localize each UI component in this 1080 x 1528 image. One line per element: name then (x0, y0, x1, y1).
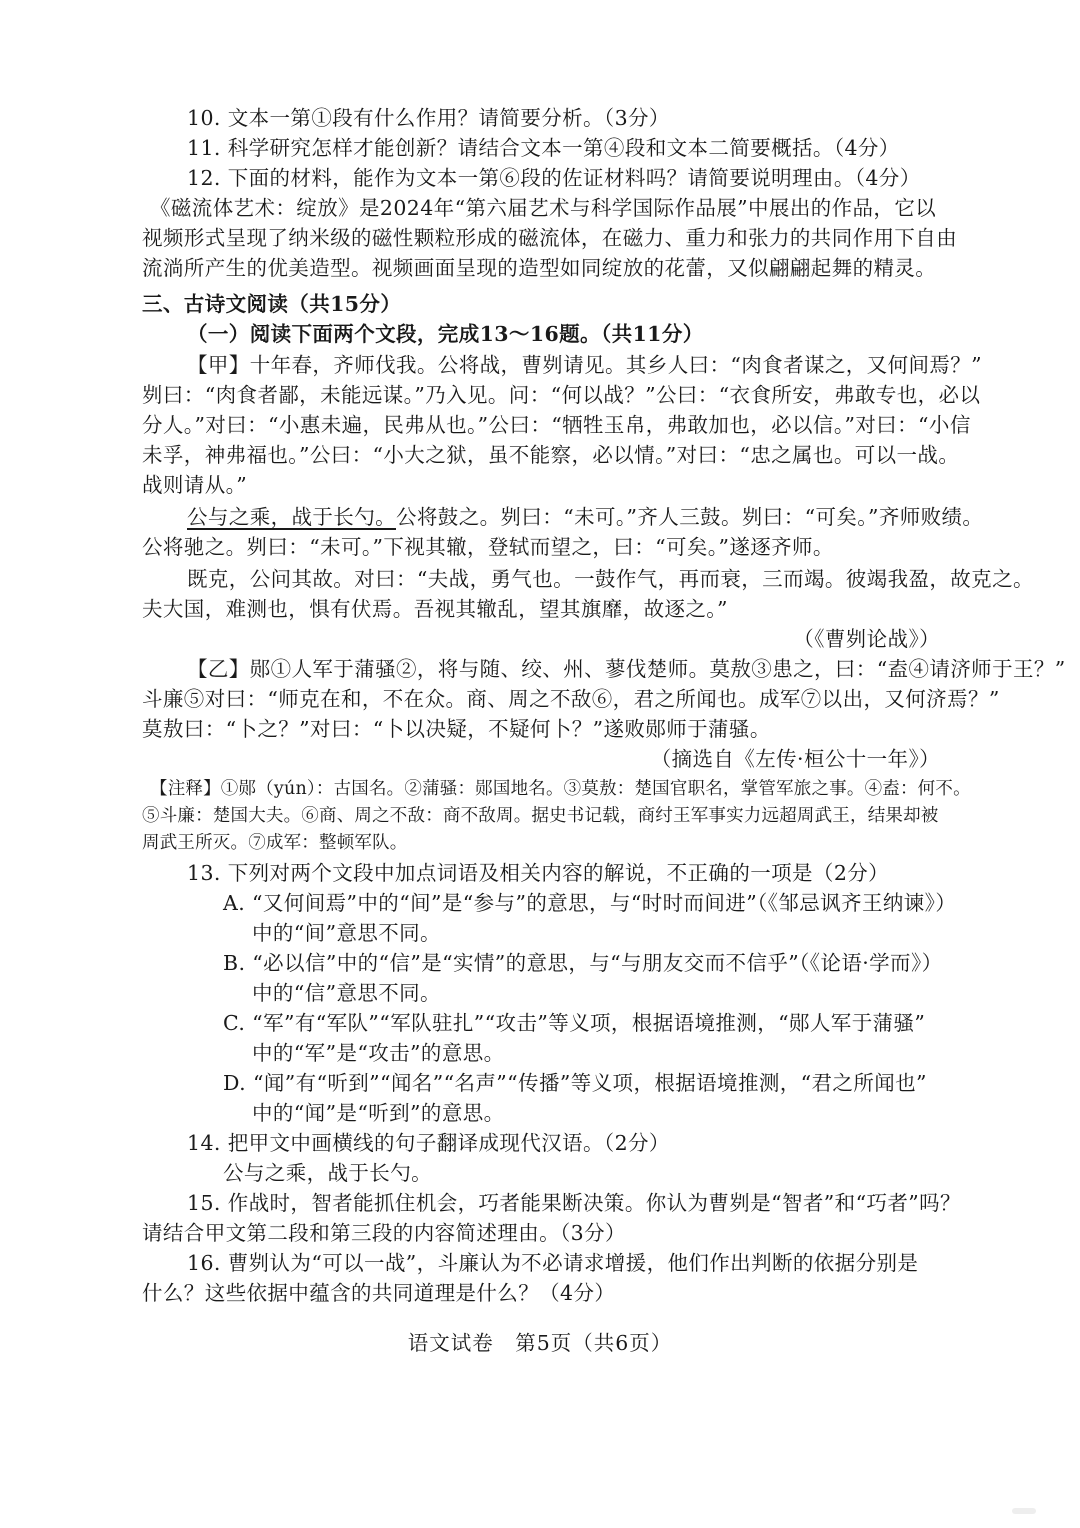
option-d-cont: 中的“闻”是“听到”的意思。 (252, 1101, 505, 1125)
option-a-cont: 中的“间”意思不同。 (252, 921, 441, 945)
question-11: 11. 科学研究怎样才能创新？请结合文本一第④段和文本二简要概括。（4分） (187, 136, 900, 160)
question-10: 10. 文本一第①段有什么作用？请简要分析。（3分） (187, 106, 670, 130)
section-3-title: 三、古诗文阅读（共15分） (142, 292, 402, 316)
part-1-title: （一）阅读下面两个文段，完成13～16题。（共11分） (187, 322, 704, 346)
jia-line: 未孚，神弗福也。”公曰：“小大之狱，虽不能察，必以情。”对曰：“忠之属也。可以一战。 (142, 443, 960, 467)
page-footer: 语文试卷 第5页（共6页） (407, 1331, 673, 1355)
question-16-cont: 什么？这些依据中蕴含的共同道理是什么？（4分） (142, 1281, 616, 1305)
material-line: 流淌所产生的优美造型。视频画面呈现的造型如同绽放的花蕾，又似翩翩起舞的精灵。 (142, 256, 937, 280)
option-a: A. “又何间焉”中的“间”是“参与”的意思，与“时时而间进”（《邹忌讽齐王纳谏》） (223, 891, 957, 915)
yi-line: 斗廉⑤对曰：“师克在和，不在众。商、周之不敌⑥，君之所闻也。成军⑦以出，又何济焉？” (142, 687, 1000, 711)
jia-line: 刿曰：“肉食者鄙，未能远谋。”乃入见。问：“何以战？”公曰：“衣食所安，弗敢专也，必以 (142, 383, 981, 407)
jia-line: 公将驰之。刿曰：“未可。”下视其辙，登轼而望之，曰：“可矣。”遂逐齐师。 (142, 535, 834, 559)
question-12: 12. 下面的材料，能作为文本一第⑥段的佐证材料吗？请简要说明理由。（4分） (187, 166, 921, 190)
material-line: 视频形式呈现了纳米级的磁性颗粒形成的磁流体，在磁力、重力和张力的共同作用下自由 (142, 226, 958, 250)
option-b: B. “必以信”中的“信”是“实情”的意思，与“与朋友交而不信乎”（《论语·学而》） (223, 951, 943, 975)
annotation-line: ⑤斗廉：楚国大夫。⑥商、周之不敌：商不敌周。据史书记载，商纣王军事实力远超周武王，结果却被 (142, 806, 939, 826)
yi-line: 【乙】郧①人军于蒲骚②，将与随、绞、州、蓼伐楚师。莫敖③患之，曰：“盍④请济师于王？” (187, 657, 1066, 681)
jia-paragraph-2 (187, 502, 983, 532)
annotation-line: 周武王所灭。⑦成军：整顿军队。 (142, 833, 408, 853)
jia-line: 夫大国，难测也，惧有伏焉。吾视其辙乱，望其旗靡，故逐之。” (142, 597, 728, 621)
question-14-sentence: 公与之乘，战于长勺。 (223, 1161, 432, 1185)
jia-line: 【甲】十年春，齐师伐我。公将战，曹刿请见。其乡人曰：“肉食者谋之，又何间焉？” (187, 353, 983, 377)
question-16: 16. 曹刿认为“可以一战”，斗廉认为不必请求增援，他们作出判断的依据分别是 (187, 1251, 919, 1275)
option-d: D. “闻”有“听到”“闻名”“名声”“传播”等义项，根据语境推测，“君之所闻也” (223, 1071, 927, 1095)
underlined-sentence: 公与之乘，战于长勺。 (187, 505, 396, 529)
question-15-cont: 请结合甲文第二段和第三段的内容简述理由。（3分） (142, 1221, 626, 1245)
question-15: 15. 作战时，智者能抓住机会，巧者能果断决策。你认为曹刿是“智者”和“巧者”吗？ (187, 1191, 961, 1215)
question-13: 13. 下列对两个文段中加点词语及相关内容的解说，不正确的一项是（2分） (187, 861, 890, 885)
option-c-cont: 中的“军”是“攻击”的意思。 (252, 1041, 505, 1065)
jia-line: 战则请从。” (142, 473, 248, 497)
yi-source: （摘选自《左传·桓公十一年》） (650, 747, 940, 771)
jia-line: 既克，公问其故。对曰：“夫战，勇气也。一鼓作气，再而衰，三而竭。彼竭我盈，故克之。 (187, 567, 1034, 591)
option-b-cont: 中的“信”意思不同。 (252, 981, 441, 1005)
jia-line-rest: 公将鼓之。刿曰：“未可。”齐人三鼓。刿曰：“可矣。”齐师败绩。 (396, 505, 984, 529)
option-c: C. “军”有“军队”“军队驻扎”“攻击”等义项，根据语境推测，“郧人军于蒲骚” (223, 1011, 926, 1035)
scan-watermark (1012, 1508, 1036, 1514)
jia-line: 分人。”对曰：“小惠未遍，民弗从也。”公曰：“牺牲玉帛，弗敢加也，必以信。”对曰：“小信 (142, 413, 971, 437)
yi-line: 莫敖曰：“卜之？”对曰：“卜以决疑，不疑何卜？”遂败郧师于蒲骚。 (142, 717, 771, 741)
material-line: 《磁流体艺术：绽放》是2024年“第六届艺术与科学国际作品展”中展出的作品，它以 (150, 196, 937, 220)
jia-source: （《曹刿论战》） (793, 627, 940, 651)
annotation-line: 【注释】①郧（yún）：古国名。②蒲骚：郧国地名。③莫敖：楚国官职名，掌管军旅之事。④盍：何不。 (150, 779, 971, 799)
question-14: 14. 把甲文中画横线的句子翻译成现代汉语。（2分） (187, 1131, 670, 1155)
